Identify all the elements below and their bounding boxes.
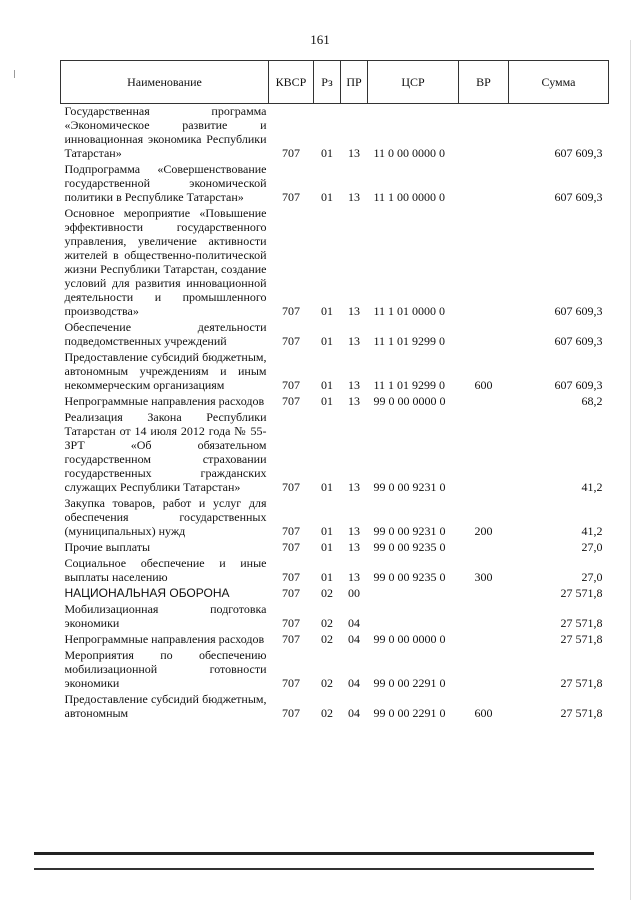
header-sum: Сумма [509, 61, 609, 104]
footer-rule-thin [34, 868, 594, 870]
table-row [61, 602, 609, 632]
table-body [61, 104, 609, 723]
cell-kvsr: 707 [282, 676, 300, 690]
cell-kvsr: 707 [282, 632, 300, 646]
cell-pr: 13 [348, 480, 360, 494]
cell-rz: 02 [321, 676, 333, 690]
cell-rz: 02 [321, 616, 333, 630]
cell-kvsr: 707 [282, 190, 300, 204]
header-pr: ПР [341, 61, 368, 104]
cell-vr: 300 [474, 570, 493, 584]
cell-pr: 04 [348, 632, 360, 646]
cell-vr [459, 632, 509, 648]
cell-csr: 11 1 01 9299 0 [373, 334, 446, 348]
cell-sum: 607 609,3 [554, 146, 603, 160]
cell-pr: 13 [348, 394, 360, 408]
cell-pr: 04 [348, 676, 360, 690]
cell-rz: 01 [321, 524, 333, 538]
cell-pr: 13 [348, 570, 360, 584]
cell-sum: 607 609,3 [554, 378, 603, 392]
cell-csr: 99 0 00 2291 0 [373, 706, 446, 720]
cell-sum: 607 609,3 [554, 190, 603, 204]
cell-pr: 13 [348, 146, 360, 160]
cell-rz: 01 [321, 378, 333, 392]
cell-pr: 13 [348, 540, 360, 554]
cell-name: Предоставление субсидий бюджетным, автономным учреждениям и иным некоммерческим организациям [64, 350, 267, 392]
header-csr: ЦСР [368, 61, 459, 104]
cell-name: Мероприятия по обеспечению мобилизационной готовности экономики [64, 648, 267, 690]
cell-kvsr: 707 [282, 304, 300, 318]
cell-sum: 27 571,8 [560, 616, 603, 630]
cell-sum: 41,2 [581, 524, 603, 538]
cell-rz: 01 [321, 304, 333, 318]
scan-edge-right [630, 40, 631, 900]
table-row [61, 540, 609, 556]
table-row [61, 496, 609, 540]
cell-csr: 11 1 01 0000 0 [373, 304, 446, 318]
cell-name: Обеспечение деятельности подведомственных учреждений [64, 320, 267, 348]
cell-csr: 99 0 00 9235 0 [373, 540, 446, 554]
cell-sum: 27 571,8 [560, 632, 603, 646]
table-row [61, 410, 609, 496]
cell-rz: 01 [321, 394, 333, 408]
cell-name: Непрограммные направления расходов [64, 394, 265, 408]
cell-kvsr: 707 [282, 540, 300, 554]
cell-csr: 99 0 00 0000 0 [373, 394, 446, 408]
cell-name: Реализация Закона Республики Татарстан от 14 июля 2012 года № 55-ЗРТ «Об обязательном государственном страховании государственных гражданских служащих Республики Татарстан» [64, 410, 267, 494]
cell-sum: 607 609,3 [554, 304, 603, 318]
cell-vr [459, 104, 509, 163]
cell-vr [459, 602, 509, 632]
cell-sum: 27,0 [581, 540, 603, 554]
cell-rz: 01 [321, 146, 333, 160]
cell-rz: 01 [321, 540, 333, 554]
cell-sum: 27 571,8 [560, 706, 603, 720]
cell-rz: 01 [321, 190, 333, 204]
table-row [61, 632, 609, 648]
table-row [61, 350, 609, 394]
cell-pr: 04 [348, 706, 360, 720]
cell-name: Непрограммные направления расходов [64, 632, 265, 646]
cell-kvsr: 707 [282, 480, 300, 494]
header-rz: Рз [314, 61, 341, 104]
cell-name: Социальное обеспечение и иные выплаты населению [64, 556, 267, 584]
table-header [61, 61, 609, 104]
cell-vr [459, 162, 509, 206]
cell-sum: 41,2 [581, 480, 603, 494]
cell-name: Предоставление субсидий бюджетным, автономным [64, 692, 267, 720]
cell-kvsr: 707 [282, 524, 300, 538]
cell-pr: 04 [348, 616, 360, 630]
cell-name: Государственная программа «Экономическое развитие и инновационная экономика Республики Татарстан» [64, 104, 267, 160]
cell-sum: 68,2 [581, 394, 603, 408]
cell-kvsr: 707 [282, 706, 300, 720]
table-row [61, 692, 609, 722]
cell-csr: 99 0 00 2291 0 [373, 676, 446, 690]
table-row [61, 648, 609, 692]
cell-rz: 02 [321, 706, 333, 720]
cell-vr [459, 410, 509, 496]
cell-vr: 600 [474, 706, 493, 720]
table-row [61, 104, 609, 163]
cell-csr: 99 0 00 9235 0 [373, 570, 446, 584]
cell-vr [459, 648, 509, 692]
cell-rz: 02 [321, 586, 333, 600]
cell-kvsr: 707 [282, 378, 300, 392]
cell-csr: 99 0 00 9231 0 [373, 524, 446, 538]
cell-name: НАЦИОНАЛЬНАЯ ОБОРОНА [64, 586, 230, 600]
cell-kvsr: 707 [282, 394, 300, 408]
header-vr: ВР [459, 61, 509, 104]
cell-csr: 11 1 01 9299 0 [373, 378, 446, 392]
cell-kvsr: 707 [282, 146, 300, 160]
cell-csr [368, 586, 459, 602]
table-row [61, 556, 609, 586]
table-row [61, 320, 609, 350]
cell-csr [368, 602, 459, 632]
cell-pr: 00 [348, 586, 360, 600]
cell-csr: 99 0 00 0000 0 [373, 632, 446, 646]
cell-csr: 99 0 00 9231 0 [373, 480, 446, 494]
cell-rz: 01 [321, 480, 333, 494]
table-row [61, 206, 609, 320]
cell-name: Подпрограмма «Совершенствование государственной экономической политики в Республике Татарстан» [64, 162, 267, 204]
table-row [61, 586, 609, 602]
cell-vr [459, 320, 509, 350]
cell-pr: 13 [348, 304, 360, 318]
cell-kvsr: 707 [282, 570, 300, 584]
cell-name: Основное мероприятие «Повышение эффективности государственного управления, увеличение активности жителей в общественно-политической жизни Республики Татарстан, создание условий для развития инновационной деятельности и промышленного производства» [64, 206, 267, 318]
cell-rz: 01 [321, 570, 333, 584]
cell-pr: 13 [348, 190, 360, 204]
cell-pr: 13 [348, 334, 360, 348]
cell-kvsr: 707 [282, 334, 300, 348]
cell-name: Мобилизационная подготовка экономики [64, 602, 267, 630]
cell-vr [459, 206, 509, 320]
cell-pr: 13 [348, 378, 360, 392]
cell-sum: 27 571,8 [560, 676, 603, 690]
cell-vr [459, 394, 509, 410]
page-number: 161 [310, 32, 330, 47]
budget-table [60, 60, 609, 722]
cell-csr: 11 1 00 0000 0 [373, 190, 446, 204]
cell-sum: 27,0 [581, 570, 603, 584]
table-row [61, 162, 609, 206]
header-kvsr: КВСР [269, 61, 314, 104]
cell-name: Закупка товаров, работ и услуг для обеспечения государственных (муниципальных) нужд [64, 496, 267, 538]
header-name: Наименование [61, 61, 269, 104]
cell-pr: 13 [348, 524, 360, 538]
scan-mark-left [14, 70, 15, 78]
cell-sum: 607 609,3 [554, 334, 603, 348]
cell-rz: 01 [321, 334, 333, 348]
cell-rz: 02 [321, 632, 333, 646]
cell-kvsr: 707 [282, 616, 300, 630]
cell-vr [459, 586, 509, 602]
cell-vr: 200 [474, 524, 493, 538]
table-row [61, 394, 609, 410]
cell-csr: 11 0 00 0000 0 [373, 146, 446, 160]
footer-rule-thick [34, 852, 594, 855]
cell-sum: 27 571,8 [560, 586, 603, 600]
cell-kvsr: 707 [282, 586, 300, 600]
cell-vr: 600 [474, 378, 493, 392]
cell-name: Прочие выплаты [64, 540, 151, 554]
cell-vr [459, 540, 509, 556]
